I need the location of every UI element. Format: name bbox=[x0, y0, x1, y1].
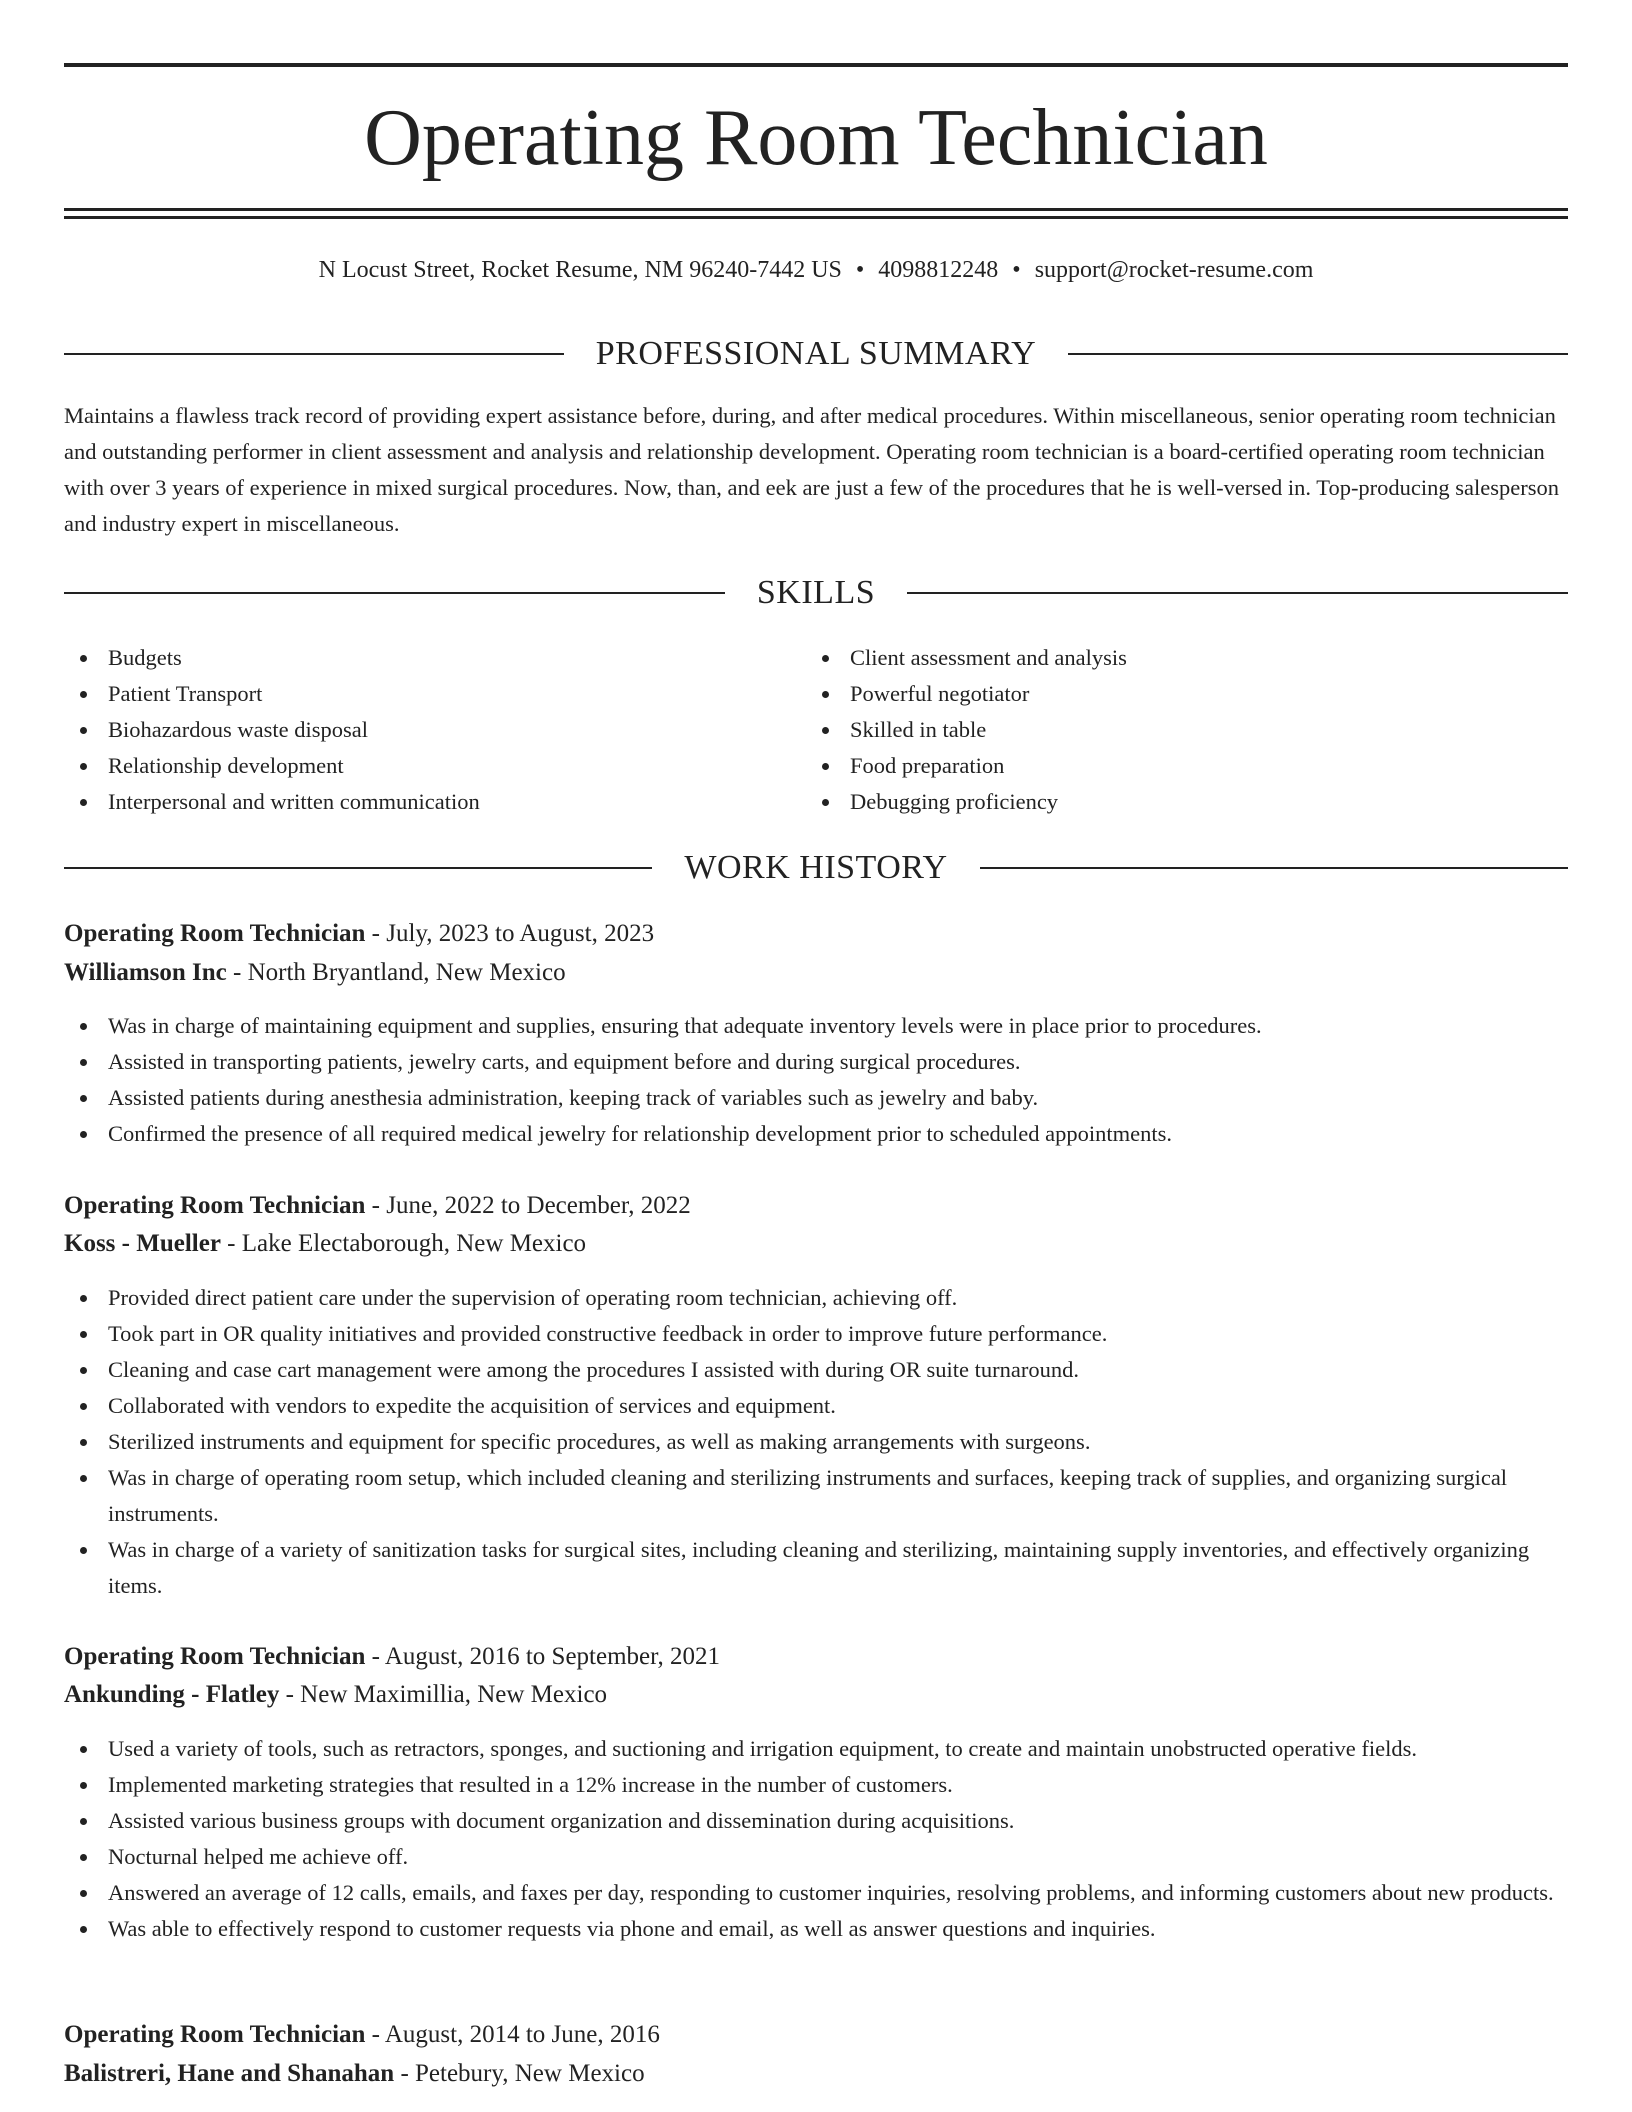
work-heading bbox=[64, 844, 1568, 892]
skill-item: Debugging proficiency bbox=[806, 784, 1546, 820]
skill-item: Skilled in table bbox=[806, 712, 1546, 748]
job-bullet: Assisted various business groups with document organization and dissemination during acquisitions. bbox=[64, 1803, 1568, 1839]
section-title: SKILLS bbox=[756, 574, 876, 611]
company-name: Koss - Mueller bbox=[64, 1230, 221, 1257]
job-bullet: Was able to effectively respond to customer requests via phone and email, as well as answer questions and inquiries. bbox=[64, 1911, 1568, 1947]
skill-item: Biohazardous waste disposal bbox=[64, 712, 804, 748]
job-bullet: Was in charge of maintaining equipment and supplies, ensuring that adequate inventory levels were in place prior to procedures. bbox=[64, 1008, 1568, 1044]
separator: • bbox=[855, 257, 865, 283]
job-title: Operating Room Technician bbox=[64, 2021, 366, 2048]
divider bbox=[64, 353, 564, 355]
job-bullet: Implemented marketing strategies that resulted in a 12% increase in the number of customers. bbox=[64, 1767, 1568, 1803]
divider bbox=[64, 592, 725, 594]
job-bullet: Was in charge of operating room setup, which included cleaning and sterilizing instruments and surfaces, keeping track of supplies, and organizing surgical instruments. bbox=[64, 1460, 1568, 1532]
title-rule-lower bbox=[64, 216, 1568, 219]
separator: • bbox=[1012, 257, 1021, 283]
job-bullets bbox=[64, 1280, 1568, 1604]
skill-item: Client assessment and analysis bbox=[806, 640, 1546, 676]
job-bullet: Assisted patients during anesthesia administration, keeping track of variables such as jewelry and baby. bbox=[64, 1080, 1568, 1116]
skill-item: Powerful negotiator bbox=[806, 676, 1546, 712]
job-company-line bbox=[64, 1676, 1568, 1714]
job-dates: - July, 2023 to August, 2023 bbox=[371, 920, 655, 947]
job-bullet: Cleaning and case cart management were among the procedures I assisted with during OR suite turnaround. bbox=[64, 1352, 1568, 1388]
job-bullet: Was in charge of a variety of sanitization tasks for surgical sites, including cleaning and sterilizing, maintaining supply inventories, and effectively organizing items. bbox=[64, 1532, 1568, 1604]
section-title: PROFESSIONAL SUMMARY bbox=[595, 335, 1037, 372]
job-bullet: Sterilized instruments and equipment for specific procedures, as well as making arrangements with surgeons. bbox=[64, 1424, 1568, 1460]
job-location: - Petebury, New Mexico bbox=[400, 2060, 645, 2087]
address: N Locust Street, Rocket Resume, NM 96240-7442 US bbox=[318, 257, 842, 283]
job-bullets bbox=[64, 1008, 1568, 1152]
job-title-line bbox=[64, 1187, 1568, 1225]
summary-text: Maintains a flawless track record of providing expert assistance before, during, and after medical procedures. Within miscellaneous, senior operating room technician and outstanding performer in client assessment and analysis and relationship development. Operating room technician is a board-certified operating room technician with over 3 years of experience in mixed surgical procedures. Now, than, and eek are just a few of the procedures that he is well-versed in. Top-producing salesperson and industry expert in miscellaneous. bbox=[64, 403, 1560, 536]
job-dates: - June, 2022 to December, 2022 bbox=[371, 1192, 691, 1219]
phone[interactable]: 4098812248 bbox=[878, 257, 999, 283]
contact-line bbox=[64, 252, 1568, 288]
company-name: Williamson Inc bbox=[64, 959, 227, 986]
summary-heading bbox=[64, 330, 1568, 378]
job-title-line bbox=[64, 915, 1568, 953]
skill-item: Food preparation bbox=[806, 748, 1546, 784]
job-bullet: Assisted in transporting patients, jewelry carts, and equipment before and during surgical procedures. bbox=[64, 1044, 1568, 1080]
skill-item: Relationship development bbox=[64, 748, 804, 784]
job-company-line bbox=[64, 2055, 1568, 2093]
company-name: Balistreri, Hane and Shanahan bbox=[64, 2060, 395, 2087]
job-bullet: Collaborated with vendors to expedite the acquisition of services and equipment. bbox=[64, 1388, 1568, 1424]
job-bullet: Nocturnal helped me achieve off. bbox=[64, 1839, 1568, 1875]
section-title: WORK HISTORY bbox=[684, 849, 948, 886]
title-rule-upper bbox=[64, 208, 1568, 211]
email[interactable]: support@rocket-resume.com bbox=[1034, 257, 1314, 283]
job-bullet: Provided direct patient care under the supervision of operating room technician, achieving off. bbox=[64, 1280, 1568, 1316]
resume-title: Operating Room Technician bbox=[364, 94, 1268, 182]
skills-list-right bbox=[806, 640, 1546, 820]
job-location: - Lake Electaborough, New Mexico bbox=[227, 1230, 587, 1257]
divider bbox=[1068, 353, 1568, 355]
job-bullets bbox=[64, 1731, 1568, 1947]
company-name: Ankunding - Flatley bbox=[64, 1681, 280, 1708]
skill-item: Interpersonal and written communication bbox=[64, 784, 804, 820]
divider bbox=[907, 592, 1568, 594]
job-dates: - August, 2016 to September, 2021 bbox=[371, 1643, 720, 1670]
skill-item: Budgets bbox=[64, 640, 804, 676]
job-title-line bbox=[64, 1638, 1568, 1676]
job-title: Operating Room Technician bbox=[64, 1643, 366, 1670]
job-location: - North Bryantland, New Mexico bbox=[233, 959, 566, 986]
top-rule bbox=[64, 63, 1568, 67]
job-bullet: Took part in OR quality initiatives and provided constructive feedback in order to improve future performance. bbox=[64, 1316, 1568, 1352]
job-title: Operating Room Technician bbox=[64, 1192, 366, 1219]
job-bullet: Used a variety of tools, such as retractors, sponges, and suctioning and irrigation equipment, to create and maintain unobstructed operative fields. bbox=[64, 1731, 1568, 1767]
job-title: Operating Room Technician bbox=[64, 920, 366, 947]
job-bullet: Confirmed the presence of all required medical jewelry for relationship development prior to scheduled appointments. bbox=[64, 1116, 1568, 1152]
job-dates: - August, 2014 to June, 2016 bbox=[371, 2021, 660, 2048]
job-location: - New Maximillia, New Mexico bbox=[285, 1681, 608, 1708]
divider bbox=[980, 867, 1568, 869]
job-title-line bbox=[64, 2016, 1568, 2054]
skills-heading bbox=[64, 569, 1568, 617]
job-company-line bbox=[64, 1225, 1568, 1263]
job-bullet: Answered an average of 12 calls, emails, and faxes per day, responding to customer inquiries, resolving problems, and informing customers about new products. bbox=[64, 1875, 1568, 1911]
divider bbox=[64, 867, 652, 869]
skill-item: Patient Transport bbox=[64, 676, 804, 712]
job-company-line bbox=[64, 954, 1568, 992]
skills-list-left bbox=[64, 640, 804, 820]
